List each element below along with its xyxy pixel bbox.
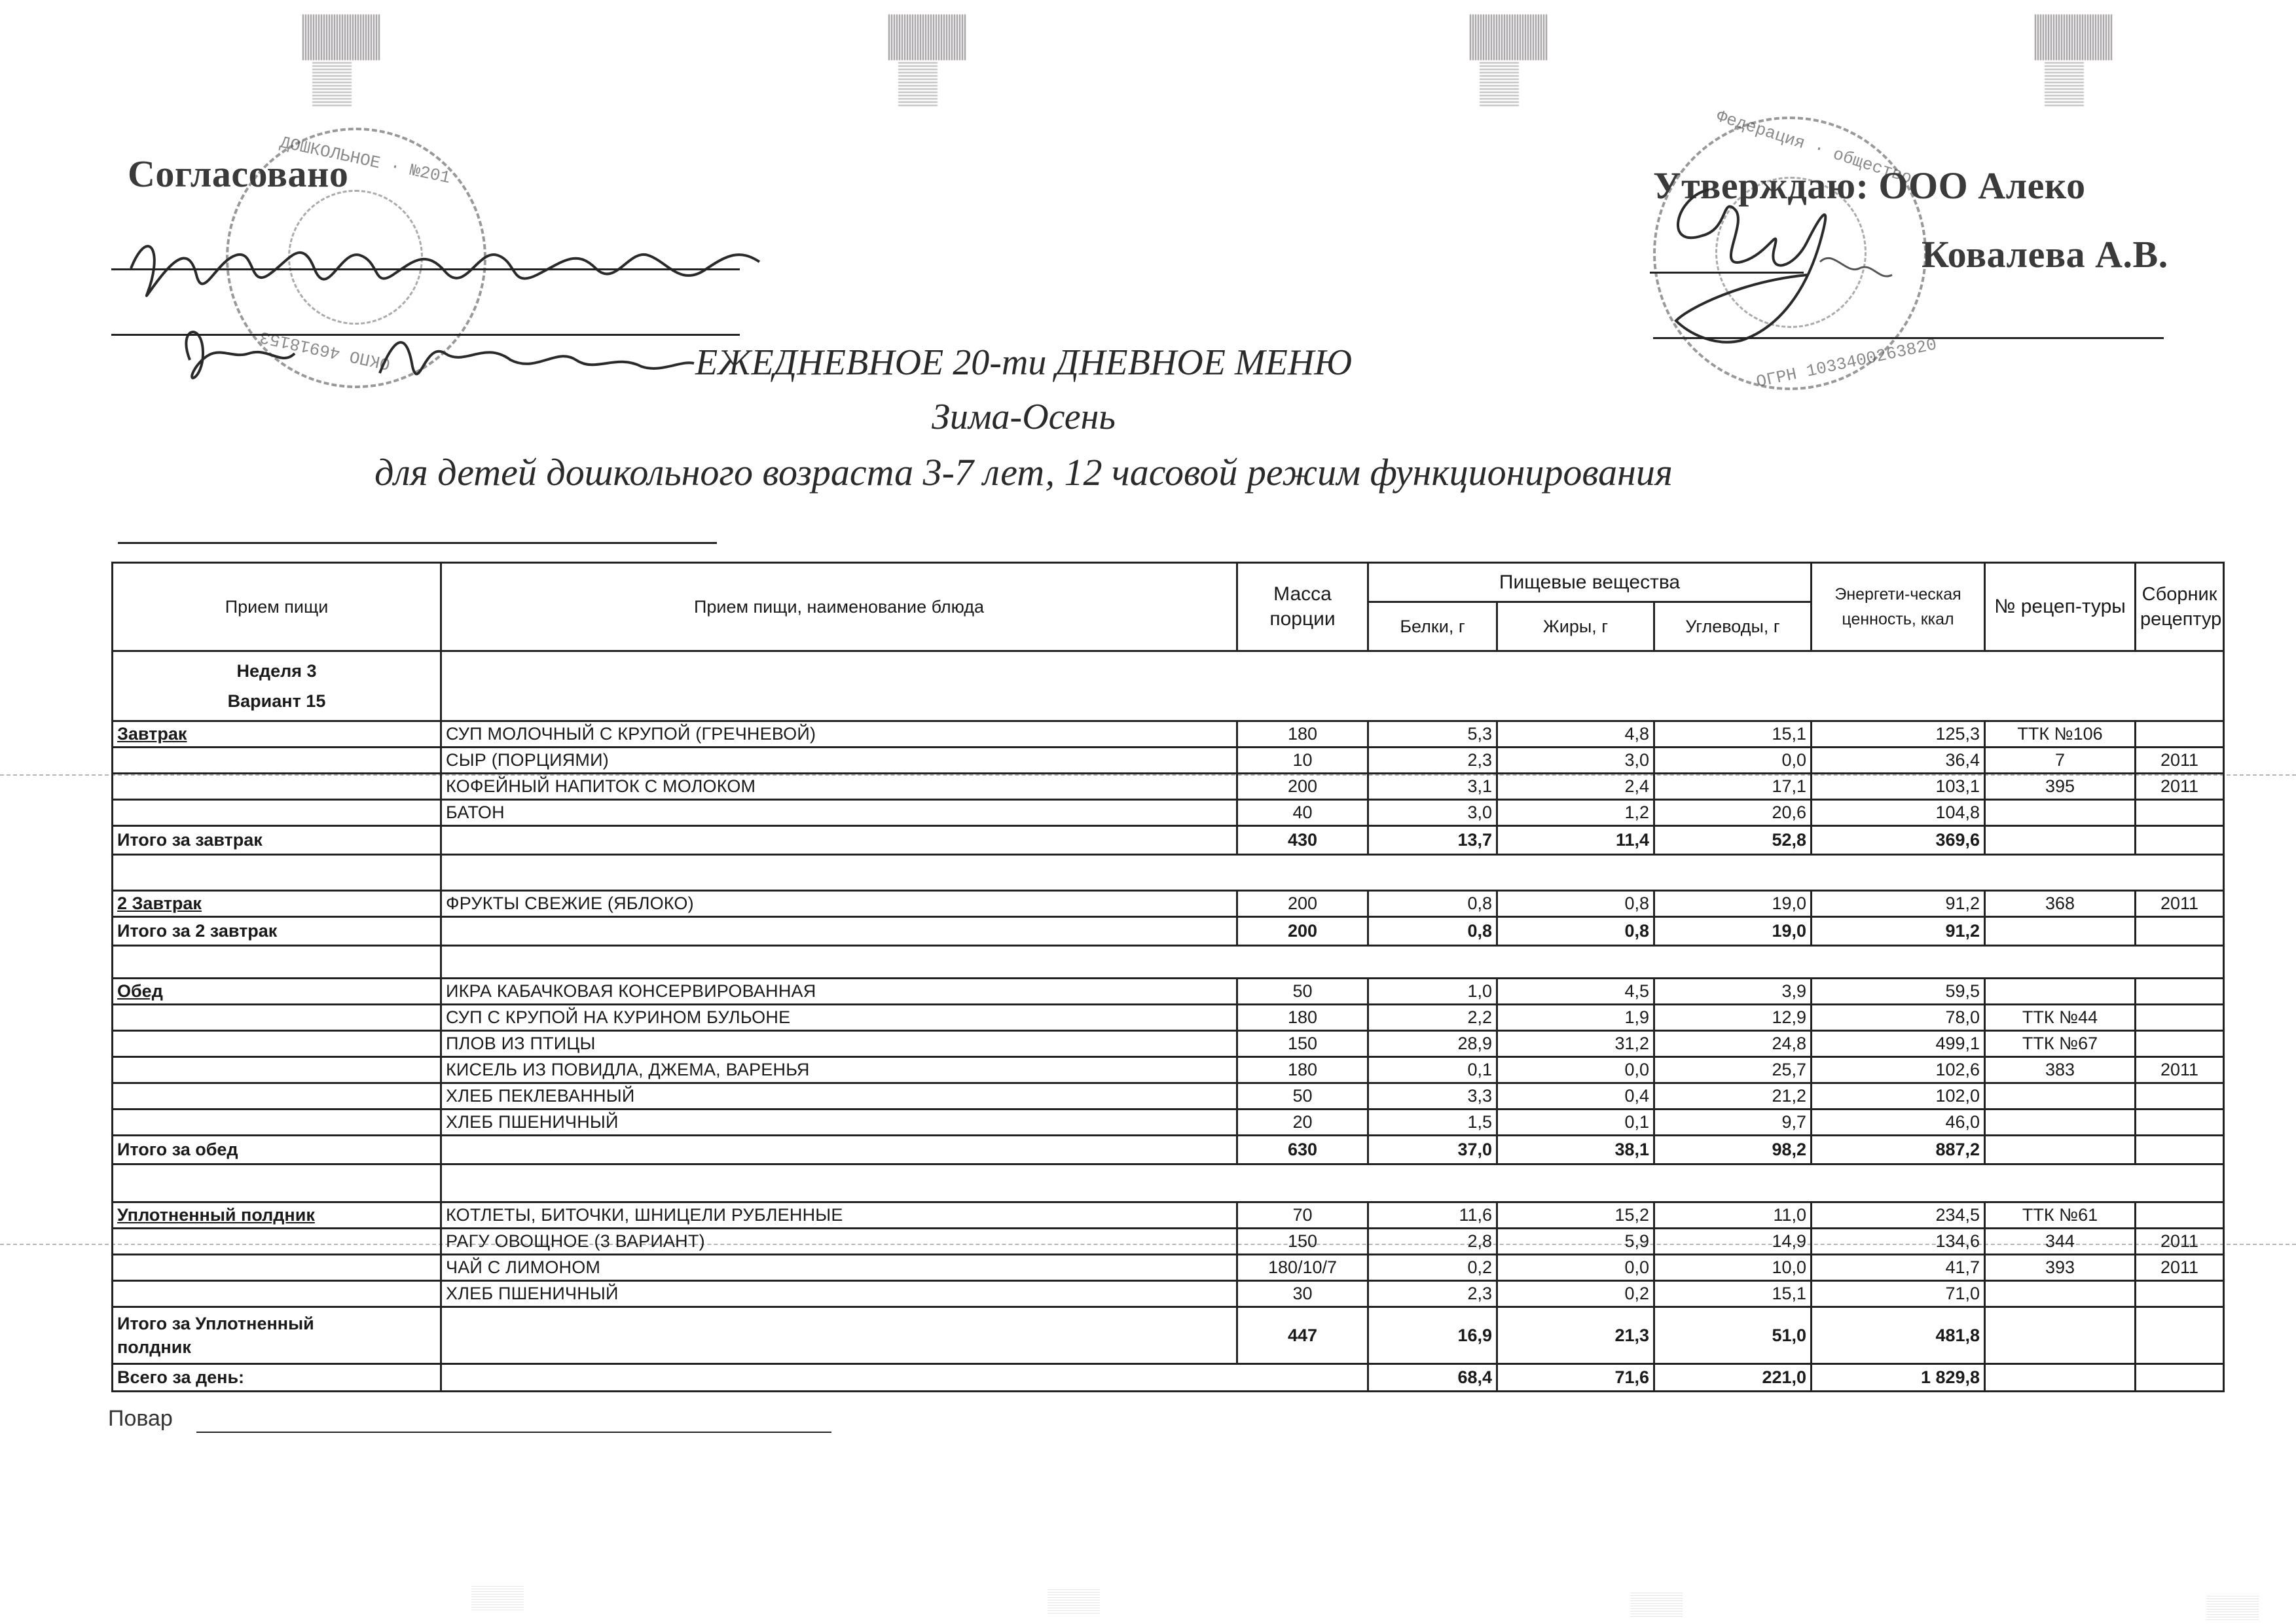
meal-cell <box>113 1110 441 1136</box>
spacer-row <box>113 946 2224 979</box>
table-row <box>113 1083 2224 1110</box>
approval-left-label: Согласовано <box>128 153 349 195</box>
total-mass: 430 <box>1237 826 1368 855</box>
energy-value: 71,0 <box>1812 1281 1985 1307</box>
energy-value: 234,5 <box>1812 1202 1985 1229</box>
header-protein: Белки, г <box>1368 602 1497 651</box>
table-row <box>113 748 2224 774</box>
recipe-number: 344 <box>1985 1229 2136 1255</box>
carbs-value: 25,7 <box>1654 1057 1812 1083</box>
table-row <box>113 1281 2224 1307</box>
header-energy-text: Энергети-ческая ценность, ккал <box>1834 585 1961 628</box>
protein-value: 1,0 <box>1368 979 1497 1005</box>
left-stamp-text: ДОШКОЛЬНОЕ · №201 <box>278 132 452 189</box>
spacer-cell <box>441 1164 2224 1202</box>
carbs-value: 21,2 <box>1654 1083 1812 1110</box>
total-label-line2: полдник <box>117 1337 191 1357</box>
day-total-protein: 68,4 <box>1368 1364 1497 1392</box>
recipe-number: 7 <box>1985 748 2136 774</box>
meal-cell: Обед <box>113 979 441 1005</box>
carbs-value: 12,9 <box>1654 1005 1812 1031</box>
carbs-value: 20,6 <box>1654 800 1812 826</box>
table-row <box>113 1202 2224 1229</box>
mass-value: 10 <box>1237 748 1368 774</box>
title-underline <box>118 542 717 544</box>
fat-value: 2,4 <box>1497 774 1654 800</box>
carbs-value: 15,1 <box>1654 721 1812 748</box>
table-row <box>113 1057 2224 1083</box>
recipe-collection <box>2136 1110 2224 1136</box>
scan-artifact <box>2035 14 2113 60</box>
scan-artifact <box>471 1584 524 1610</box>
mass-value: 180 <box>1237 1005 1368 1031</box>
dish-name: РАГУ ОВОЩНОЕ (3 ВАРИАНТ) <box>441 1229 1237 1255</box>
carbs-value: 3,9 <box>1654 979 1812 1005</box>
scan-artifact <box>888 14 967 60</box>
right-signature-line-2 <box>1653 337 2164 339</box>
spacer-row <box>113 855 2224 891</box>
energy-value: 46,0 <box>1812 1110 1985 1136</box>
energy-value: 36,4 <box>1812 748 1985 774</box>
header-carbs: Углеводы, г <box>1654 602 1812 651</box>
fat-value: 0,0 <box>1497 1057 1654 1083</box>
recipe-collection: 2011 <box>2136 1255 2224 1281</box>
table-row <box>113 1229 2224 1255</box>
spacer-row <box>113 1164 2224 1202</box>
protein-value: 2,3 <box>1368 748 1497 774</box>
mass-value: 180 <box>1237 1057 1368 1083</box>
mass-value: 50 <box>1237 1083 1368 1110</box>
dish-name: ЧАЙ С ЛИМОНОМ <box>441 1255 1237 1281</box>
title-line-1: ЕЖЕДНЕВНОЕ 20-ти ДНЕВНОЕ МЕНЮ <box>695 342 1353 383</box>
header-mass <box>1237 563 1368 651</box>
total-empty-recipe <box>1985 1307 2136 1364</box>
total-empty-collection <box>2136 826 2224 855</box>
dish-name: СУП С КРУПОЙ НА КУРИНОМ БУЛЬОНЕ <box>441 1005 1237 1031</box>
carbs-value: 9,7 <box>1654 1110 1812 1136</box>
total-empty-recipe <box>1985 1136 2136 1164</box>
right-stamp-ogrn: ОГРН 1033400263820 <box>1754 334 1939 392</box>
header-dish: Прием пищи, наименование блюда <box>441 563 1237 651</box>
total-protein: 0,8 <box>1368 917 1497 946</box>
total-energy: 91,2 <box>1812 917 1985 946</box>
meal-cell: 2 Завтрак <box>113 891 441 917</box>
protein-value: 2,3 <box>1368 1281 1497 1307</box>
total-label <box>113 1307 441 1364</box>
dish-name: ХЛЕБ ПШЕНИЧНЫЙ <box>441 1281 1237 1307</box>
recipe-number: 383 <box>1985 1057 2136 1083</box>
dish-name: БАТОН <box>441 800 1237 826</box>
left-signature <box>118 209 773 425</box>
meal-cell: Завтрак <box>113 721 441 748</box>
carbs-value: 19,0 <box>1654 891 1812 917</box>
recipe-number <box>1985 979 2136 1005</box>
energy-value: 102,6 <box>1812 1057 1985 1083</box>
title-line-3: для детей дошкольного возраста 3-7 лет, 12 часовой режим функционирования <box>374 451 1673 494</box>
header-meal: Прием пищи <box>113 563 441 651</box>
protein-value: 3,0 <box>1368 800 1497 826</box>
energy-value: 91,2 <box>1812 891 1985 917</box>
mass-value: 180 <box>1237 721 1368 748</box>
recipe-collection <box>2136 1083 2224 1110</box>
energy-value: 41,7 <box>1812 1255 1985 1281</box>
title-line-2: Зима-Осень <box>932 397 1116 437</box>
section-total-row <box>113 1136 2224 1164</box>
total-empty-recipe <box>1985 917 2136 946</box>
total-carbs: 51,0 <box>1654 1307 1812 1364</box>
protein-value: 1,5 <box>1368 1110 1497 1136</box>
header-collection <box>2136 563 2224 651</box>
meal-cell <box>113 1229 441 1255</box>
recipe-collection: 2011 <box>2136 891 2224 917</box>
total-carbs: 19,0 <box>1654 917 1812 946</box>
energy-value: 125,3 <box>1812 721 1985 748</box>
mass-value: 150 <box>1237 1229 1368 1255</box>
total-empty-dish <box>441 826 1237 855</box>
recipe-number: ТТК №44 <box>1985 1005 2136 1031</box>
energy-value: 104,8 <box>1812 800 1985 826</box>
header-row-1 <box>113 563 2224 602</box>
recipe-collection <box>2136 721 2224 748</box>
meal-cell <box>113 774 441 800</box>
meal-cell <box>113 800 441 826</box>
day-total-fat: 71,6 <box>1497 1364 1654 1392</box>
total-empty-collection <box>2136 1307 2224 1364</box>
meal-cell <box>113 1005 441 1031</box>
total-fat: 21,3 <box>1497 1307 1654 1364</box>
recipe-collection: 2011 <box>2136 1057 2224 1083</box>
protein-value: 28,9 <box>1368 1031 1497 1057</box>
total-empty-dish <box>441 1136 1237 1164</box>
carbs-value: 10,0 <box>1654 1255 1812 1281</box>
total-empty-dish <box>441 1307 1237 1364</box>
spacer-cell <box>113 946 441 979</box>
variant-label: Вариант 15 <box>227 691 326 711</box>
header-collection-text: Сборник рецептур <box>2140 584 2222 630</box>
energy-value: 134,6 <box>1812 1229 1985 1255</box>
recipe-number <box>1985 800 2136 826</box>
total-fat: 11,4 <box>1497 826 1654 855</box>
header-energy <box>1812 563 1985 651</box>
day-total-empty-collection <box>2136 1364 2224 1392</box>
energy-value: 78,0 <box>1812 1005 1985 1031</box>
day-total-empty-recipe <box>1985 1364 2136 1392</box>
energy-value: 499,1 <box>1812 1031 1985 1057</box>
meal-cell <box>113 1031 441 1057</box>
recipe-collection: 2011 <box>2136 748 2224 774</box>
recipe-collection: 2011 <box>2136 1229 2224 1255</box>
fat-value: 0,8 <box>1497 891 1654 917</box>
week-label: Неделя 3 <box>236 661 317 681</box>
day-total-label: Всего за день: <box>113 1364 441 1392</box>
cook-label: Повар <box>108 1406 173 1431</box>
carbs-value: 0,0 <box>1654 748 1812 774</box>
scan-artifact <box>2206 1594 2259 1620</box>
recipe-collection <box>2136 800 2224 826</box>
dish-name: СЫР (ПОРЦИЯМИ) <box>441 748 1237 774</box>
day-total-energy: 1 829,8 <box>1812 1364 1985 1392</box>
day-total-carbs: 221,0 <box>1654 1364 1812 1392</box>
fat-value: 5,9 <box>1497 1229 1654 1255</box>
table-row <box>113 1255 2224 1281</box>
fat-value: 0,1 <box>1497 1110 1654 1136</box>
fat-value: 0,2 <box>1497 1281 1654 1307</box>
approval-right-label: Утверждаю: ООО Алеко <box>1653 164 2086 207</box>
mass-value: 40 <box>1237 800 1368 826</box>
protein-value: 0,1 <box>1368 1057 1497 1083</box>
header-mass-text: Масса порции <box>1269 583 1336 630</box>
carbs-value: 17,1 <box>1654 774 1812 800</box>
mass-value: 50 <box>1237 979 1368 1005</box>
total-energy: 369,6 <box>1812 826 1985 855</box>
menu-table <box>111 562 2225 1392</box>
table-row <box>113 891 2224 917</box>
energy-value: 59,5 <box>1812 979 1985 1005</box>
total-label: Итого за 2 завтрак <box>113 917 441 946</box>
total-fat: 38,1 <box>1497 1136 1654 1164</box>
meal-cell: Уплотненный полдник <box>113 1202 441 1229</box>
fat-value: 31,2 <box>1497 1031 1654 1057</box>
meal-cell <box>113 1083 441 1110</box>
recipe-collection <box>2136 1281 2224 1307</box>
day-total-row <box>113 1364 2224 1392</box>
recipe-number: ТТК №106 <box>1985 721 2136 748</box>
total-label-line1: Итого за Уплотненный <box>117 1314 314 1333</box>
carbs-value: 15,1 <box>1654 1281 1812 1307</box>
mass-value: 30 <box>1237 1281 1368 1307</box>
total-empty-collection <box>2136 1136 2224 1164</box>
day-total-empty <box>441 1364 1368 1392</box>
meal-cell <box>113 1281 441 1307</box>
carbs-value: 14,9 <box>1654 1229 1812 1255</box>
section-total-row <box>113 1307 2224 1364</box>
section-total-row <box>113 826 2224 855</box>
total-protein: 16,9 <box>1368 1307 1497 1364</box>
recipe-number <box>1985 1110 2136 1136</box>
approval-right-name: Ковалева А.В. <box>1922 233 2168 276</box>
spacer-cell <box>113 1164 441 1202</box>
protein-value: 3,1 <box>1368 774 1497 800</box>
total-label: Итого за завтрак <box>113 826 441 855</box>
meal-cell <box>113 1255 441 1281</box>
dish-name: ХЛЕБ ПШЕНИЧНЫЙ <box>441 1110 1237 1136</box>
table-row <box>113 721 2224 748</box>
total-carbs: 52,8 <box>1654 826 1812 855</box>
spacer-cell <box>113 855 441 891</box>
total-mass: 447 <box>1237 1307 1368 1364</box>
scan-artifact <box>1630 1591 1683 1617</box>
table-row <box>113 774 2224 800</box>
fat-value: 1,2 <box>1497 800 1654 826</box>
week-row <box>113 651 2224 721</box>
carbs-value: 24,8 <box>1654 1031 1812 1057</box>
week-row-empty <box>441 651 2224 721</box>
scan-artifact <box>1470 14 1548 60</box>
recipe-number: ТТК №61 <box>1985 1202 2136 1229</box>
dish-name: СУП МОЛОЧНЫЙ С КРУПОЙ (ГРЕЧНЕВОЙ) <box>441 721 1237 748</box>
total-protein: 37,0 <box>1368 1136 1497 1164</box>
total-mass: 200 <box>1237 917 1368 946</box>
left-signature-line-2 <box>111 334 740 336</box>
protein-value: 2,8 <box>1368 1229 1497 1255</box>
table-row <box>113 1110 2224 1136</box>
total-empty-recipe <box>1985 826 2136 855</box>
section-total-row <box>113 917 2224 946</box>
right-stamp-text: Федерация · общество <box>1714 106 1915 189</box>
recipe-collection <box>2136 979 2224 1005</box>
total-empty-collection <box>2136 917 2224 946</box>
recipe-collection: 2011 <box>2136 774 2224 800</box>
right-signature-line-1 <box>1650 272 1804 274</box>
energy-value: 102,0 <box>1812 1083 1985 1110</box>
protein-value: 0,8 <box>1368 891 1497 917</box>
table-row <box>113 1005 2224 1031</box>
table-row <box>113 800 2224 826</box>
recipe-collection <box>2136 1202 2224 1229</box>
spacer-cell <box>441 946 2224 979</box>
protein-value: 5,3 <box>1368 721 1497 748</box>
carbs-value: 11,0 <box>1654 1202 1812 1229</box>
mass-value: 150 <box>1237 1031 1368 1057</box>
total-fat: 0,8 <box>1497 917 1654 946</box>
recipe-number: 393 <box>1985 1255 2136 1281</box>
dish-name: ХЛЕБ ПЕКЛЕВАННЫЙ <box>441 1083 1237 1110</box>
protein-value: 0,2 <box>1368 1255 1497 1281</box>
total-protein: 13,7 <box>1368 826 1497 855</box>
dish-name: ПЛОВ ИЗ ПТИЦЫ <box>441 1031 1237 1057</box>
header-nutrients: Пищевые вещества <box>1368 563 1812 602</box>
total-energy: 481,8 <box>1812 1307 1985 1364</box>
mass-value: 200 <box>1237 891 1368 917</box>
mass-value: 180/10/7 <box>1237 1255 1368 1281</box>
meal-cell <box>113 748 441 774</box>
recipe-collection <box>2136 1031 2224 1057</box>
table-row <box>113 1031 2224 1057</box>
fat-value: 4,8 <box>1497 721 1654 748</box>
fat-value: 4,5 <box>1497 979 1654 1005</box>
meal-cell <box>113 1057 441 1083</box>
header-recipe-no-text: № рецеп-туры <box>1994 596 2126 617</box>
protein-value: 2,2 <box>1368 1005 1497 1031</box>
total-label: Итого за обед <box>113 1136 441 1164</box>
recipe-number: 395 <box>1985 774 2136 800</box>
left-signature-line-1 <box>111 268 740 270</box>
recipe-collection <box>2136 1005 2224 1031</box>
dish-name: ИКРА КАБАЧКОВАЯ КОНСЕРВИРОВАННАЯ <box>441 979 1237 1005</box>
recipe-number: 368 <box>1985 891 2136 917</box>
header-fat: Жиры, г <box>1497 602 1654 651</box>
scan-artifact <box>302 14 381 60</box>
header-recipe-no <box>1985 563 2136 651</box>
recipe-number <box>1985 1083 2136 1110</box>
right-signature <box>1650 170 1925 353</box>
protein-value: 3,3 <box>1368 1083 1497 1110</box>
total-energy: 887,2 <box>1812 1136 1985 1164</box>
fat-value: 0,0 <box>1497 1255 1654 1281</box>
fat-value: 3,0 <box>1497 748 1654 774</box>
week-variant-cell <box>113 651 441 721</box>
mass-value: 200 <box>1237 774 1368 800</box>
fat-value: 15,2 <box>1497 1202 1654 1229</box>
mass-value: 70 <box>1237 1202 1368 1229</box>
cook-signature-line <box>196 1432 831 1433</box>
dish-name: КИСЕЛЬ ИЗ ПОВИДЛА, ДЖЕМА, ВАРЕНЬЯ <box>441 1057 1237 1083</box>
total-empty-dish <box>441 917 1237 946</box>
left-stamp-text: ОКПО 46918153 <box>258 327 392 374</box>
total-carbs: 98,2 <box>1654 1136 1812 1164</box>
menu-body <box>113 721 2224 1392</box>
protein-value: 11,6 <box>1368 1202 1497 1229</box>
table-row <box>113 979 2224 1005</box>
recipe-number: ТТК №67 <box>1985 1031 2136 1057</box>
fat-value: 0,4 <box>1497 1083 1654 1110</box>
spacer-cell <box>441 855 2224 891</box>
energy-value: 103,1 <box>1812 774 1985 800</box>
dish-name: КОТЛЕТЫ, БИТОЧКИ, ШНИЦЕЛИ РУБЛЕННЫЕ <box>441 1202 1237 1229</box>
recipe-number <box>1985 1281 2136 1307</box>
mass-value: 20 <box>1237 1110 1368 1136</box>
dish-name: ФРУКТЫ СВЕЖИЕ (ЯБЛОКО) <box>441 891 1237 917</box>
total-mass: 630 <box>1237 1136 1368 1164</box>
fat-value: 1,9 <box>1497 1005 1654 1031</box>
dish-name: КОФЕЙНЫЙ НАПИТОК С МОЛОКОМ <box>441 774 1237 800</box>
scan-artifact <box>1048 1587 1100 1614</box>
